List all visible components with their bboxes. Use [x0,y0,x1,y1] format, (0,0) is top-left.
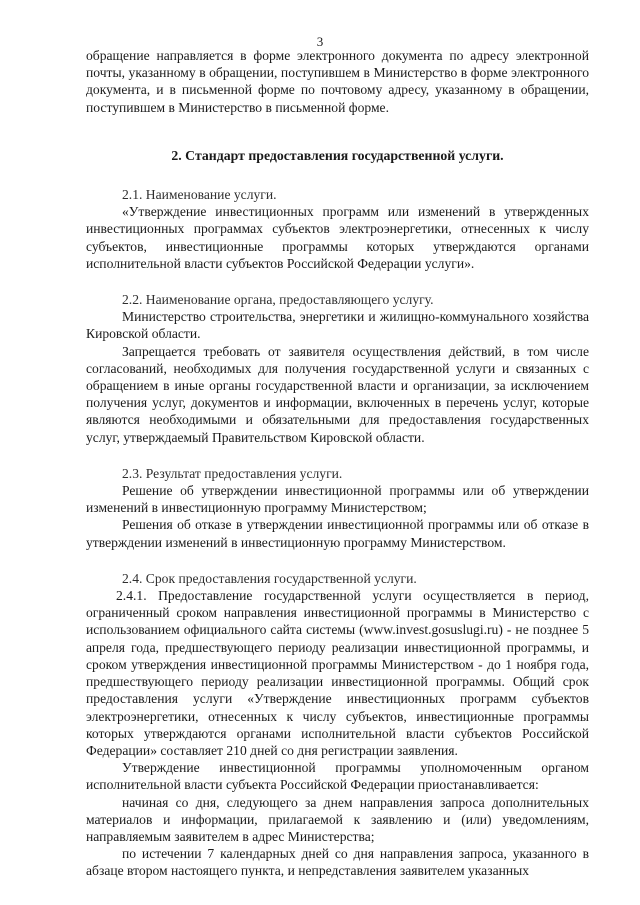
section-2-2 [86,291,589,446]
section-2-4-text-2: Утверждение инвестиционной программы уполномоченным органом исполнительной власти субъекта Российской Федерации приостанавливается: [86,760,589,793]
section-2-2-text-1: Министерство строительства, энергетики и жилищно-коммунального хозяйства Кировской области. [86,309,589,342]
page-number: 3 [316,34,324,49]
section-2-1-title: 2.1. Наименование услуги. [122,187,277,203]
section-heading: 2. Стандарт предоставления государственной услуги. [171,147,504,163]
section-2-3-text-2: Решения об отказе в утверждении инвестиционной программы или об отказе в утверждении изменений в инвестиционную программу Министерством. [86,517,589,550]
document-body [86,47,589,880]
section-2-3-title: 2.3. Результат предоставления услуги. [122,465,343,481]
section-2-4 [86,570,589,880]
intro-paragraph: обращение направляется в форме электронного документа по адресу электронной почты, указанному в обращении, поступившем в Министерство в форме электронного документа, и в письменной форме по почтовому адресу, указанному в обращении, поступившем в Министерство в письменной форме. [86,48,589,115]
section-2-2-text-2: Запрещается требовать от заявителя осуществления действий, в том числе согласований, необходимых для получения государственной услуги и связанных с обращением в иные органы государственной власти и организации, за исключением получения услуг, документов и информации, включенных в перечень услуг, которые являются необходимыми и обязательными для предоставления государственных услуг, утверждаемый Правительством Кировской области. [86,343,589,445]
section-2-4-text-3: начиная со дня, следующего за днем направления запроса дополнительных материалов и информации, прилагаемой к заявлению и (или) уведомлениям, направляемым заявителем в адрес Министерства; [86,794,589,844]
section-2-2-title: 2.2. Наименование органа, предоставляющего услугу. [122,292,434,308]
section-2-4-title: 2.4. Срок предоставления государственной услуги. [122,570,417,586]
section-2-1 [86,186,589,272]
section-2-4-text-4: по истечении 7 календарных дней со дня направления запроса, указанного в абзаце втором настоящего пункта, и непредставления заявителем указанных [86,846,589,879]
section-2-4-text-1: 2.4.1. Предоставление государственной услуги осуществляется в период, ограниченный сроком направления инвестиционной программы в Министерство с использованием официального сайта системы (www.invest.gosuslugi.ru) - не позднее 5 апреля года, предшествующего периоду реализации инвестиционной программы, и сроком утверждения инвестиционной программы Министерством - до 1 ноября года, предшествующего периоду реализации инвестиционной программы. Общий срок предоставления услуги «Утверждение инвестиционных программ субъектов электроэнергетики, отнесенных к числу субъектов, инвестиционные программы которых утверждаются органами исполнительной власти субъектов Российской Федерации» составляет 210 дней со дня регистрации заявления. [86,588,589,758]
section-2-3-text-1: Решение об утверждении инвестиционной программы или об утверждении изменений в инвестиционную программу Министерством; [86,483,589,516]
section-2-3 [86,465,589,551]
section-2-1-text: «Утверждение инвестиционных программ или изменений в утвержденных инвестиционных программах субъектов электроэнергетики, отнесенных к числу субъектов, инвестиционные программы которых утверждаются органами исполнительной власти субъектов Российской Федерации услуги». [86,204,589,271]
